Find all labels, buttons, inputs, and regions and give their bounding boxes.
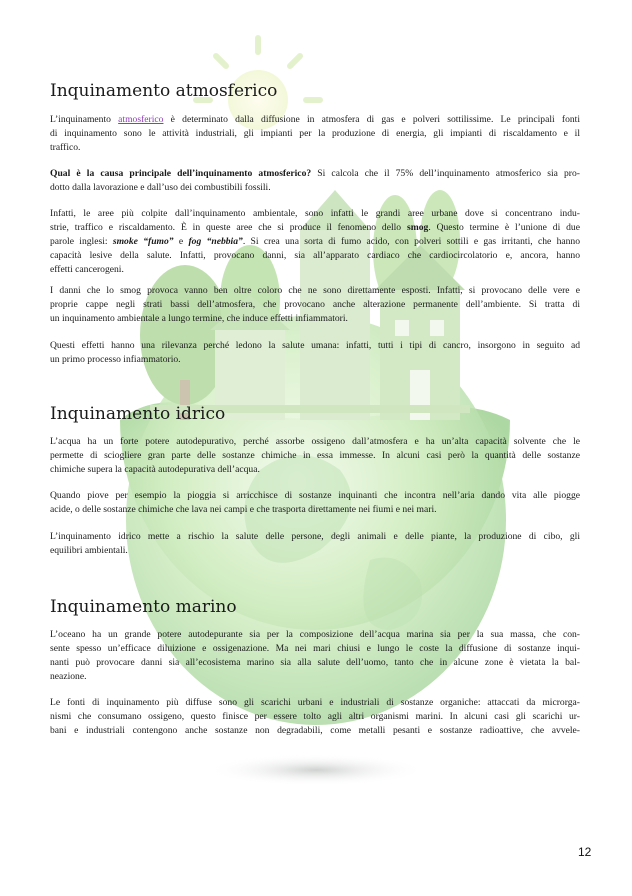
paragraph-atmosferico-3 bbox=[50, 207, 580, 277]
text-segment: è determinato dalla diffusione in atmosfera di gas e polveri sottilissime. Le principali fonti bbox=[163, 114, 580, 125]
text-segment: L’inquinamento bbox=[50, 114, 119, 125]
text-segment: . Questo termine è l’unione di due bbox=[428, 222, 580, 233]
text-segment: Le fonti di inquinamento più diffuse sono gli scarichi urbani e industriali di sostanze organiche: attaccati da microrga- bbox=[50, 697, 580, 708]
paragraph-atmosferico-5 bbox=[50, 339, 580, 367]
text-line bbox=[50, 435, 580, 449]
text-segment: . Si crea una sorta di fumo acido, con polveri sottili e gas irritanti, che hanno bbox=[242, 236, 581, 247]
text-line bbox=[50, 235, 580, 249]
heading-inquinamento-atmosferico: Inquinamento atmosferico bbox=[50, 81, 278, 101]
text-segment: proprie cappe negli strati bassi dell’atmosfera, che provocano anche alterazione permanente dell’ambiente. Si tratta di bbox=[50, 299, 580, 310]
text-line bbox=[50, 628, 580, 642]
text-line bbox=[50, 449, 580, 463]
paragraph-atmosferico-2 bbox=[50, 167, 580, 195]
paragraph-atmosferico-1 bbox=[50, 113, 580, 155]
text-line bbox=[50, 312, 580, 326]
text-segment: effetti cancerogeni. bbox=[50, 264, 124, 275]
text-segment: un inquinamento ambientale a lungo termine, che induce effetti infiammatori. bbox=[50, 313, 348, 324]
heading-inquinamento-marino: Inquinamento marino bbox=[50, 597, 237, 617]
text-segment: parole inglesi: bbox=[50, 236, 113, 247]
text-segment: Si calcola che il 75% dell’inquinamento atmosferico sia pro- bbox=[311, 168, 580, 179]
text-segment: equilibri ambientali. bbox=[50, 545, 128, 556]
text-line bbox=[50, 263, 580, 277]
text-segment: sente spesso un’efficace diluizione e ossigenazione. Ma nei mari chiusi e lungo le coste la diffusione di sostanze inqui- bbox=[50, 643, 580, 654]
paragraph-marino-1 bbox=[50, 628, 580, 684]
text-line bbox=[50, 284, 580, 298]
text-segment: Quando piove per esempio la pioggia si arricchisce di sostanze inquinanti che incontra nell’aria dando vita alle piogge bbox=[50, 490, 580, 501]
bold-text: Qual è la causa principale dell’inquinamento atmosferico? bbox=[50, 168, 312, 179]
paragraph-marino-2 bbox=[50, 696, 580, 738]
text-line bbox=[50, 353, 580, 367]
bold-text: smog bbox=[406, 222, 429, 233]
text-segment: L’oceano ha un grande potere autodepurante sia per la composizione dell’acqua marina sia per la sua massa, che con- bbox=[50, 629, 580, 640]
heading-inquinamento-idrico: Inquinamento idrico bbox=[50, 404, 226, 424]
emphasis-text: fog “nebbia” bbox=[188, 236, 243, 247]
text-segment: Questi effetti hanno una rilevanza perché ledono la salute umana: infatti, tutti i tipi di cancro, insorgono in seguito ad bbox=[50, 340, 580, 351]
text-segment: nanti può provocare danni sia all’ecosistema marino sia alla salute dell’uomo, tanto che in alcune zone è vietata la bal- bbox=[50, 657, 580, 668]
text-segment: I danni che lo smog provoca vanno ben oltre coloro che ne sono direttamente esposti. Infatti, si provocano delle vere e bbox=[50, 285, 580, 296]
text-line bbox=[50, 221, 580, 235]
text-segment: neazione. bbox=[50, 671, 87, 682]
text-line bbox=[50, 113, 580, 127]
text-line bbox=[50, 167, 580, 181]
text-line bbox=[50, 463, 580, 477]
text-line bbox=[50, 127, 580, 141]
text-line bbox=[50, 696, 580, 710]
text-segment: L’acqua ha un forte potere autodepurativo, perché assorbe ossigeno dall’atmosfera e ha un’alta capacità solvente che le bbox=[50, 436, 580, 447]
text-line bbox=[50, 710, 580, 724]
text-line bbox=[50, 642, 580, 656]
text-line bbox=[50, 670, 580, 684]
text-segment: chimiche supera la capacità autodepurativa dell’acqua. bbox=[50, 464, 260, 475]
text-segment: di inquinamento sono le attività industriali, gli impianti per la produzione di energia, gli impianti di riscaldamento e il bbox=[50, 128, 580, 139]
text-segment: e bbox=[173, 236, 189, 247]
text-segment: bani e industriali contengono anche sostanze non degradabili, come metalli pesanti e sostanze radioattive, che avvele- bbox=[50, 725, 580, 736]
emphasis-text: smoke “fumo” bbox=[112, 236, 174, 247]
text-line bbox=[50, 544, 580, 558]
text-segment: traffico. bbox=[50, 142, 81, 153]
text-segment: dotto dalla lavorazione e dall’uso dei combustibili fossili. bbox=[50, 182, 271, 193]
paragraph-atmosferico-4 bbox=[50, 284, 580, 326]
text-line bbox=[50, 181, 580, 195]
text-segment: Infatti, le aree più colpite dall’inquinamento ambientale, sono infatti le grandi aree urbane dove si concentrano indu- bbox=[50, 208, 580, 219]
text-segment: permette di sciogliere gran parte delle sostanze chimiche in essa immesse. In alcuni casi però la quantità delle sostanze bbox=[50, 450, 580, 461]
text-line bbox=[50, 489, 580, 503]
text-segment: acide, o delle sostanze chimiche che lava nei campi e che trasporta direttamente nei fiumi e nei mari. bbox=[50, 504, 437, 515]
text-line bbox=[50, 656, 580, 670]
paragraph-idrico-2 bbox=[50, 489, 580, 517]
text-line bbox=[50, 141, 580, 155]
text-line bbox=[50, 249, 580, 263]
text-segment: L’inquinamento idrico mette a rischio la salute delle persone, degli animali e delle piante, la produzione di cibo, gli bbox=[50, 531, 580, 542]
text-line bbox=[50, 503, 580, 517]
text-segment: un primo processo infiammatorio. bbox=[50, 354, 181, 365]
text-segment: capacità lesive della salute. Infatti, provocano danni, sia all’apparato cardiaco che cardiocircolatorio e, ancora, hanno bbox=[50, 250, 580, 261]
text-line bbox=[50, 298, 580, 312]
text-line bbox=[50, 207, 580, 221]
page-number: 12 bbox=[578, 845, 592, 859]
text-segment: strie, traffico e riscaldamento. È in queste aree che si produce il fenomeno dello bbox=[50, 222, 407, 233]
atmosferico-link[interactable]: atmosferico bbox=[118, 114, 164, 125]
paragraph-idrico-3 bbox=[50, 530, 580, 558]
text-line bbox=[50, 530, 580, 544]
text-segment: nismi che consumano ossigeno, questo finisce per essere tolto agli altri organismi marini. In alcuni casi gli scarichi ur- bbox=[50, 711, 580, 722]
text-line bbox=[50, 339, 580, 353]
text-line bbox=[50, 724, 580, 738]
paragraph-idrico-1 bbox=[50, 435, 580, 477]
